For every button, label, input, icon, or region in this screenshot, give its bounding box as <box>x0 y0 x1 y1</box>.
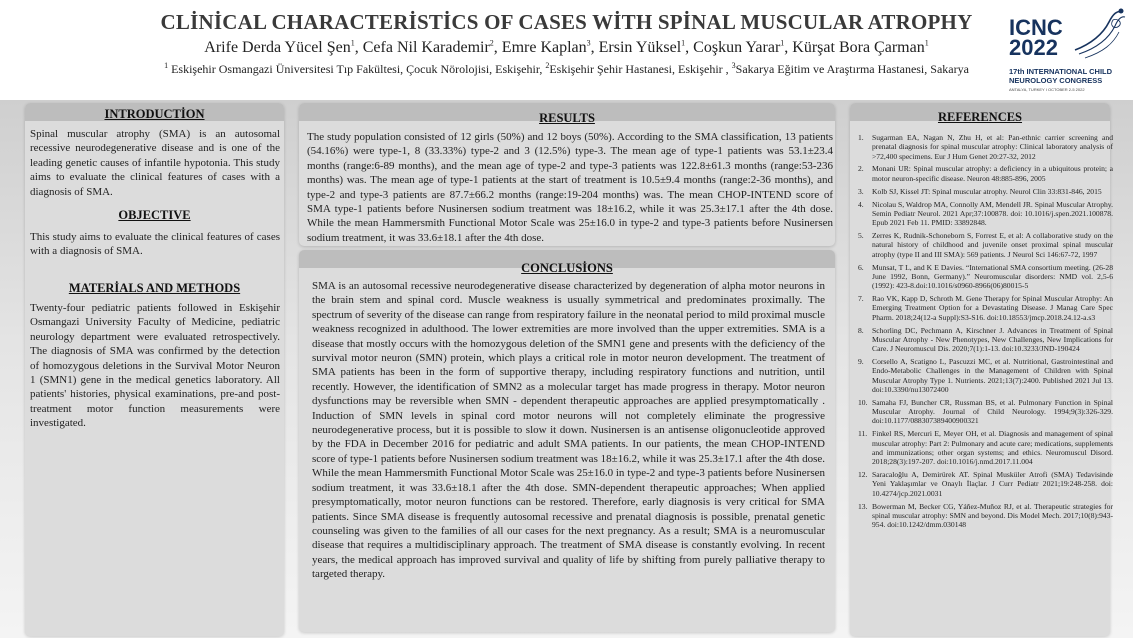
reference-item <box>858 294 1113 322</box>
introduction-text: Spinal muscular atrophy (SMA) is an autosomal recessive neurodegenerative disease and is one of the leading genetic causes of infantile hypotonia. This study aims to evaluate the clinical features of cases with a diagnosis of SMA. <box>30 128 280 198</box>
reference-item <box>858 357 1113 394</box>
reference-text: Schorling DC, Pechmann A, Kirschner J. Advances in Treatment of Spinal Muscular Atrophy - New Phenotypes, New Challenges, New Implications for Care. J Neuromuscul Dis. 2020;7(1):1-13. doi:10.3233/JND-190424 <box>872 325 1113 354</box>
results-heading: RESULTS <box>539 111 595 125</box>
reference-text: Munsat, T L, and K E Davies. “International SMA consortium meeting. (26-28 June 1992, Bonn, Germany).” Neuromuscular disorders: NMD vol. 2,5-6 (1992): 423-8.doi:10.1016/s0960-8966(06)80015-5 <box>872 262 1113 291</box>
author: Cefa Nil Karademir <box>362 39 490 56</box>
reference-item <box>858 263 1113 291</box>
affiliation: Eskişehir Şehir Hastanesi, Eskişehir , <box>549 62 732 76</box>
reference-number: 12. <box>858 470 868 480</box>
logo-line2: 2022 <box>1009 35 1058 60</box>
reference-number: 7. <box>858 294 864 304</box>
reference-item <box>858 429 1113 466</box>
author-list: Arife Derda Yücel Şen$^1$, Cefa Nil Karademir$^2$, Emre Kaplan$^3$, Ersin Yüksel$^1$, Coşkun Yarar$^1$, Kürşat Bora Çarman$^1$ <box>204 38 929 56</box>
reference-number: 2. <box>858 164 864 174</box>
author: Ersin Yüksel <box>598 39 682 56</box>
author-affil-mark: 1 <box>780 38 785 48</box>
reference-item <box>858 164 1113 183</box>
author: Arife Derda Yücel Şen <box>204 39 351 56</box>
logo-date: ANTALYA, TURKEY I OCTOBER 2-5 2022 <box>1009 87 1085 92</box>
conclusions-panel <box>299 250 835 632</box>
author: Coşkun Yarar <box>693 39 781 56</box>
reference-number: 9. <box>858 356 864 366</box>
poster-body <box>0 100 1133 638</box>
logo-line1: ICNC <box>1009 15 1063 40</box>
affil-mark: 3 <box>731 61 736 70</box>
logo-title <box>1009 15 1063 60</box>
reference-list <box>858 133 1113 533</box>
author: Emre Kaplan <box>501 39 587 56</box>
reference-number: 8. <box>858 325 864 335</box>
congress-logo <box>1005 4 1130 96</box>
objective-text: This study aims to evaluate the clinical features of cases with a diagnosis of SMA. <box>30 231 280 258</box>
reference-number: 13. <box>858 501 868 511</box>
reference-number: 11. <box>858 429 868 439</box>
reference-text: Sugarman EA, Nagan N, Zhu H, et al: Pan-ethnic carrier screening and prenatal diagnosis for spinal muscular atrophy: Clinical laboratory analysis of >72,400 specimens. Eur J Hum Genet 20:27-32, 2012 <box>872 133 1113 161</box>
poster-header <box>0 0 1133 100</box>
reference-text: Bowerman M, Becker CG, Yáñez-Muñoz RJ, et al. Therapeutic strategies for spinal muscular atrophy: SMN and beyond. Dis Model Mech. 2017;10(8):943-954. doi:10.1242/dmm.030148 <box>872 501 1113 530</box>
reference-item <box>858 398 1113 426</box>
reference-number: 5. <box>858 231 864 241</box>
reference-text: Samaha FJ, Buncher CR, Russman BS, et al. Pulmonary Function in Spinal Muscular Atrophy. Journal of Child Neurology. 1994;9(3):326-329. doi:10.1177/088307389400900321 <box>872 397 1113 426</box>
conclusions-heading: CONCLUSİONS <box>521 261 613 275</box>
objective-heading: OBJECTIVE <box>118 208 191 222</box>
reference-text: Rao VK, Kapp D, Schroth M. Gene Therapy for Spinal Muscular Atrophy: An Emerging Treatment Option for a Devastating Disease. J Manag Care Spec Pharm. 2018;24(12-a Suppl):S3-S16. doi:10.18553/jmcp.2018.24.12-a.s3 <box>872 294 1113 322</box>
affiliations <box>150 62 983 76</box>
author-affil-mark: 1 <box>681 38 686 48</box>
reference-number: 3. <box>858 186 864 196</box>
reference-item <box>858 200 1113 228</box>
reference-text: Nicolau S, Waldrop MA, Connolly AM, Mendell JR. Spinal Muscular Atrophy. Semin Pediatr Neurol. 2021 Apr;37:100878. doi: 10.1016/j.spen.2021.100878. Epub 2021 Feb 11. PMID: 33892848. <box>872 199 1113 228</box>
affil-mark: 2 <box>545 61 550 70</box>
logo-subtitle: 17th INTERNATIONAL CHILD NEUROLOGY CONGRESS <box>1009 67 1113 85</box>
reference-text: Saracaloğlu A, Demirürek AT. Spinal Musküler Atrofi (SMA) Tedavisinde Yeni Yaklaşımlar ve Onaylı İlaçlar. J Curr Pediatr 2021;19:248-258. doi: 10.4274/jcp.2021.0031 <box>872 470 1113 498</box>
references-heading: REFERENCES <box>937 110 1023 124</box>
methods-heading: MATERİALS AND METHODS <box>68 281 241 295</box>
affil-mark: 1 <box>164 61 169 70</box>
reference-item <box>858 470 1113 498</box>
reference-text: Zerres K, Rudnik-Schoneborn S, Forrest E, et al: A collaborative study on the natural history of childhood and juvenile onset proximal spinal muscular atrophy (type II and III SMA): 569 patients. J Neurol Sci 146:67-72, 1997 <box>872 231 1113 259</box>
reference-number: 10. <box>858 397 868 407</box>
left-column-panel <box>25 103 284 636</box>
introduction-heading: INTRODUCTİON <box>104 107 205 121</box>
results-panel <box>299 103 835 246</box>
reference-item <box>858 502 1113 530</box>
reference-number: 1. <box>858 133 864 142</box>
results-text: The study population consisted of 12 girls (50%) and 12 boys (50%). According to the SMA classification, 13 patients (54.16%) were type-1, 8 (33.33%) type-2 and 3 (12.5%) type-3. The mean age of type-1 patients was 53.1±23.4 months (range:6-89 months), and the mean age of type-2 and type-3 patients was 122.8±61.3 months (range:53-236 months) was. The mean age of type-1 patients at the start of treatment is 10.5±9.4 months (range:2-36 months), and type-2 and type-3 patients are 87.7±66.2 months (range:19-204 months) was. The mean CHOP-INTEND score of SMA type-1 patients before Nusinersen sodium treatment was 18±16.2, while it was 25.3±17.1 after the 4th dose. While the mean Hammersmith Functional Motor Scale was 25±16.0 in type-2 and type-3 patients before Nusinersen sodium treatment, it was 33.6±18.1 after the 4th dose. <box>307 131 833 244</box>
author: Kürşat Bora Çarman <box>792 39 925 56</box>
reference-item <box>858 133 1113 161</box>
conclusions-text: SMA is an autosomal recessive neurodegenerative disease characterized by degeneration of alpha motor neurons in the brain stem and spinal cord. Muscle weakness is usually symmetrical and predominates proximally. The spectrum of severity of the disease can range from respiratory failure in the neonatal period to mild proximal muscle weakness recognized in adulthood. The lower extremities are more involved than the upper extremities. SMA is a disease that mostly occurs with the homozygous deletion of the SMN1 gene and presents with the deficiency of the survival motor neuron (SMN) protein, which plays a critical role in motor neuron development. The treatment of SMA patients has been in the form of supportive therapy, including respiratory functions and nutrition, until recently. However, the identification of SMN2 as a molecular target has made progress in therapy. Motor neuron dysfunctions may be reversible when SMN - dependent therapeutic approaches are applied presymptomatically . Induction of SMN levels in spinal cord motor neurons will not completely eliminate the progressive neurodegenerative process, but it is possible to slow it down. Nusinersen is an antisense oligonucleotide approved by the FDA in December 2016 for pediatric and adult SMA patients. In our patients, the mean CHOP-INTEND score of type-1 patients before Nusinersen sodium treatment was 18±16.2, while it was 25.3±17.1 after the 4th dose. While the mean Hammersmith Functional Motor Scale was 25±16.0 in type-2 and type-3 patients before Nusinersen sodium treatment, it was 33.6±18.1 after the 4th dose. SMN-dependent therapeutic approaches; When applied presymptomatically, motor neuron functions can be restored. Therefore, early diagnosis is very critical for SMA patients. Since SMA disease is frequently autosomal recessive and prenatal diagnosis is possible, prenatal genetic counseling was given to the families of all our cases for the next pregnancy. As a result; SMA is a neuromuscular disease that requires a multidisciplinary approach. The treatment of SMA disease is constantly evolving. In recent years, the medical approach has improved survival and quality of life by shifting from purely palliative therapy to targeted therapy. <box>312 280 825 581</box>
reference-number: 6. <box>858 262 864 272</box>
reference-item <box>858 231 1113 259</box>
reference-item <box>858 187 1113 196</box>
poster-title: CLİNİCAL CHARACTERİSTİCS OF CASES WİTH SPİNAL MUSCULAR ATROPHY <box>160 10 973 34</box>
reference-text: Finkel RS, Mercuri E, Meyer OH, et al. Diagnosis and management of spinal muscular atrophy: Part 2: Pulmonary and acute care; medications, supplements and immunizations; other organ systems; and ethics. Neuromuscul Disord. 2018;28(3):197-207. doi:10.1016/j.nmd.2017.11.004 <box>872 429 1113 467</box>
affiliation: Sakarya Eğitim ve Araştırma Hastanesi, Sakarya <box>735 62 969 76</box>
author-affil-mark: 2 <box>489 38 494 48</box>
affiliation: Eskişehir Osmangazi Üniversitesi Tıp Fakültesi, Çocuk Nörolojisi, Eskişehir, <box>168 62 546 76</box>
author-affil-mark: 3 <box>586 38 591 48</box>
reference-number: 4. <box>858 199 864 209</box>
reference-text: Kolb SJ, Kissel JT: Spinal muscular atrophy. Neurol Clin 33:831-846, 2015 <box>872 186 1102 196</box>
reference-text: Corsello A, Scatigno L, Pascuzzi MC, et al. Nutritional, Gastrointestinal and Endo-Metabolic Challenges in the Management of Children with Spinal Muscular Atrophy Type 1. Nutrients. 2021;13(7):2400. Published 2021 Jul 13. doi:10.3390/nu13072400 <box>872 356 1113 394</box>
reference-text: Monani UR: Spinal muscular atrophy: a deficiency in a ubiquitous protein; a motor neuron-specific disease. Neuron 48:885-896, 2005 <box>872 164 1113 183</box>
reference-item <box>858 326 1113 354</box>
author-affil-mark: 1 <box>350 38 355 48</box>
references-panel <box>850 103 1113 636</box>
author-affil-mark: 1 <box>924 38 929 48</box>
methods-text: Twenty-four pediatric patients followed in Eskişehir Osmangazi University Faculty of Medicine, pediatric neurology department were evaluated retrospectively. The diagnosis of SMA was confirmed by the detection of homozygous deletions in the Survival Motor Neuron 1 (SMN1) gene in the medical genetics laboratory. All patients' histories, physical examinations, pre-and post-treatment motor function measurements were investigated. <box>30 302 280 430</box>
